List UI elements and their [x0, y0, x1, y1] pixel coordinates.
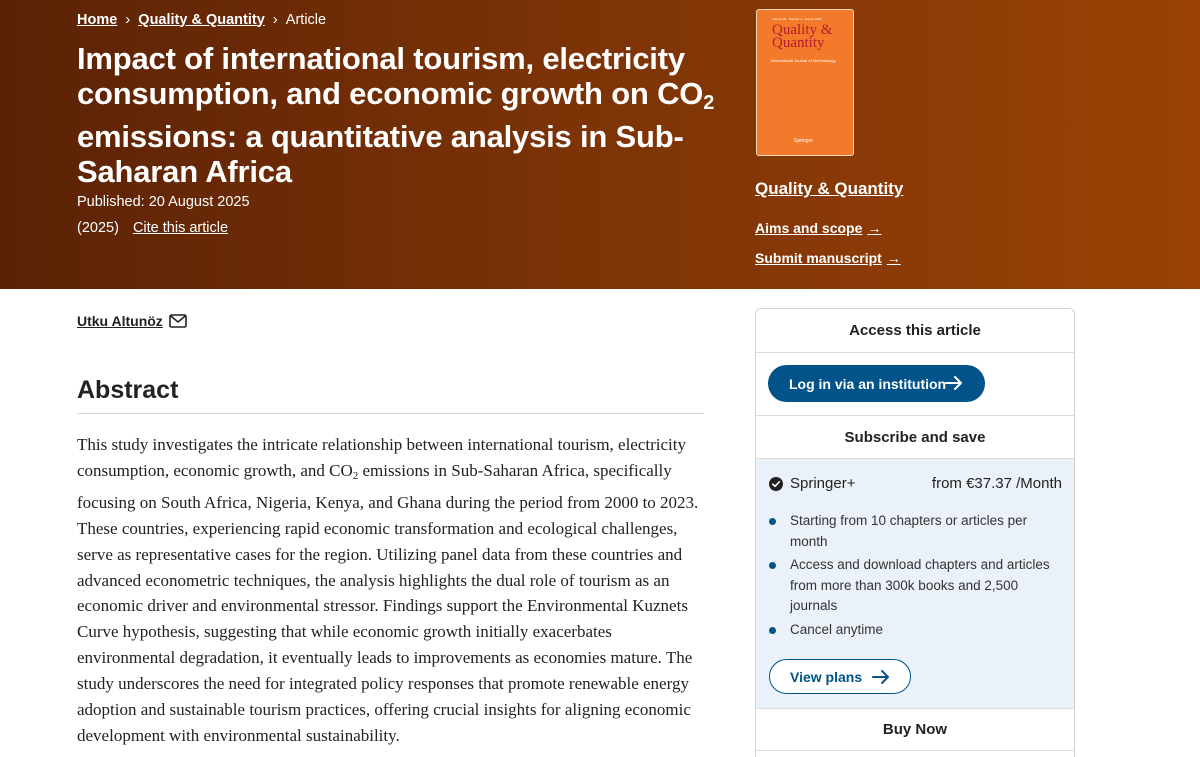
envelope-icon[interactable]	[169, 314, 187, 328]
view-plans-button[interactable]	[769, 659, 911, 694]
arrow-right-icon: →	[867, 220, 882, 236]
abstract-text-part2: emissions in Sub-Saharan Africa, specifically focusing on South Africa, Nigeria, Kenya, and Ghana during the period from 2000 to 2023. These countries, experiencing rapid economic transformation and ecological challenges, serve as representative cases for the region. Utilizing panel data from these countries and advanced econometric techniques, the analysis highlights the dual role of tourism as an economic driver and environmental stressor. Findings support the Environmental Kuznets Curve hypothesis, suggesting that while economic growth initially exacerbates environmental degradation, it eventually leads to improvements as economies mature. The study underscores the need for integrated policy responses that promote renewable energy adoption and sustainable tourism practices, offering crucial insights for aligning economic development with environmental sustainability.	[77, 460, 699, 745]
abstract-text-part1: This study investigates the intricate relationship between international tourism, electricity consumption, economic growth, and CO	[77, 435, 686, 480]
aims-and-scope-label: Aims and scope	[755, 220, 863, 236]
journal-cover-image[interactable]	[756, 9, 854, 156]
view-plans-label: View plans	[790, 668, 863, 685]
article-year: (2025)	[77, 220, 119, 236]
arrow-right-icon	[945, 375, 963, 391]
plan-feature-text: Access and download chapters and articles from more than 300k books and 2,500 journals	[790, 557, 1050, 613]
plan-feature-text: Cancel anytime	[790, 621, 884, 637]
plan-price: from €37.37 /Month	[931, 475, 1062, 492]
springer-plus-plan	[756, 459, 1074, 709]
article-title	[77, 42, 727, 189]
submit-manuscript-link[interactable]	[755, 250, 901, 266]
plan-feature	[769, 620, 1059, 641]
bullet-icon	[769, 562, 776, 569]
breadcrumb-home[interactable]: Home	[77, 11, 118, 28]
buy-now-heading: Buy Now	[756, 709, 1074, 751]
aims-and-scope-link[interactable]	[755, 220, 881, 236]
breadcrumb-current: Article	[285, 11, 327, 28]
article-title-part1: Impact of international tourism, electricity consumption, and economic growth on CO	[77, 41, 704, 111]
plan-feature	[769, 511, 1059, 552]
abstract-text-subscript: 2	[352, 469, 359, 482]
plan-feature-text: Starting from 10 chapters or articles per month	[790, 513, 1028, 549]
check-circle-icon	[769, 477, 783, 491]
cite-this-article-link[interactable]: Cite this article	[132, 220, 229, 236]
bullet-icon	[769, 627, 776, 634]
cover-title: Quality & Quantity	[772, 22, 833, 51]
access-heading: Access this article	[756, 309, 1074, 353]
arrow-right-icon	[872, 669, 890, 685]
article-title-part2: emissions: a quantitative analysis in Sub-Saharan Africa	[77, 119, 684, 189]
plan-features	[769, 511, 1059, 643]
article-header	[0, 0, 1200, 289]
citation-line	[77, 220, 228, 236]
cover-subtitle: International Journal of Methodology	[771, 58, 836, 63]
cover-volume-info: Volume 59 · Number 4 · August 2025	[772, 17, 822, 21]
abstract-divider	[77, 413, 704, 414]
author-line	[77, 313, 187, 329]
abstract-heading: Abstract	[77, 376, 179, 404]
cover-publisher-logo: Springer	[794, 138, 813, 144]
plan-feature	[769, 555, 1059, 617]
plan-header	[769, 475, 1062, 492]
subscribe-heading: Subscribe and save	[756, 416, 1074, 459]
arrow-right-icon: →	[886, 250, 901, 266]
access-panel	[755, 308, 1075, 757]
breadcrumb-separator-icon: ›	[125, 11, 131, 28]
plan-name: Springer+	[790, 475, 856, 492]
login-institution-button[interactable]	[768, 365, 985, 402]
bullet-icon	[769, 518, 776, 525]
breadcrumb-separator-icon: ›	[272, 11, 278, 28]
abstract-text	[77, 432, 707, 749]
author-name-link[interactable]: Utku Altunöz	[77, 313, 163, 329]
institution-login-section	[756, 353, 1074, 416]
breadcrumb-journal[interactable]: Quality & Quantity	[138, 11, 265, 28]
breadcrumb	[77, 11, 326, 28]
article-title-subscript: 2	[703, 91, 715, 114]
journal-title-link[interactable]: Quality & Quantity	[755, 179, 904, 198]
login-institution-label: Log in via an institution	[789, 375, 947, 392]
submit-manuscript-label: Submit manuscript	[755, 250, 882, 266]
published-date: Published: 20 August 2025	[77, 194, 250, 210]
